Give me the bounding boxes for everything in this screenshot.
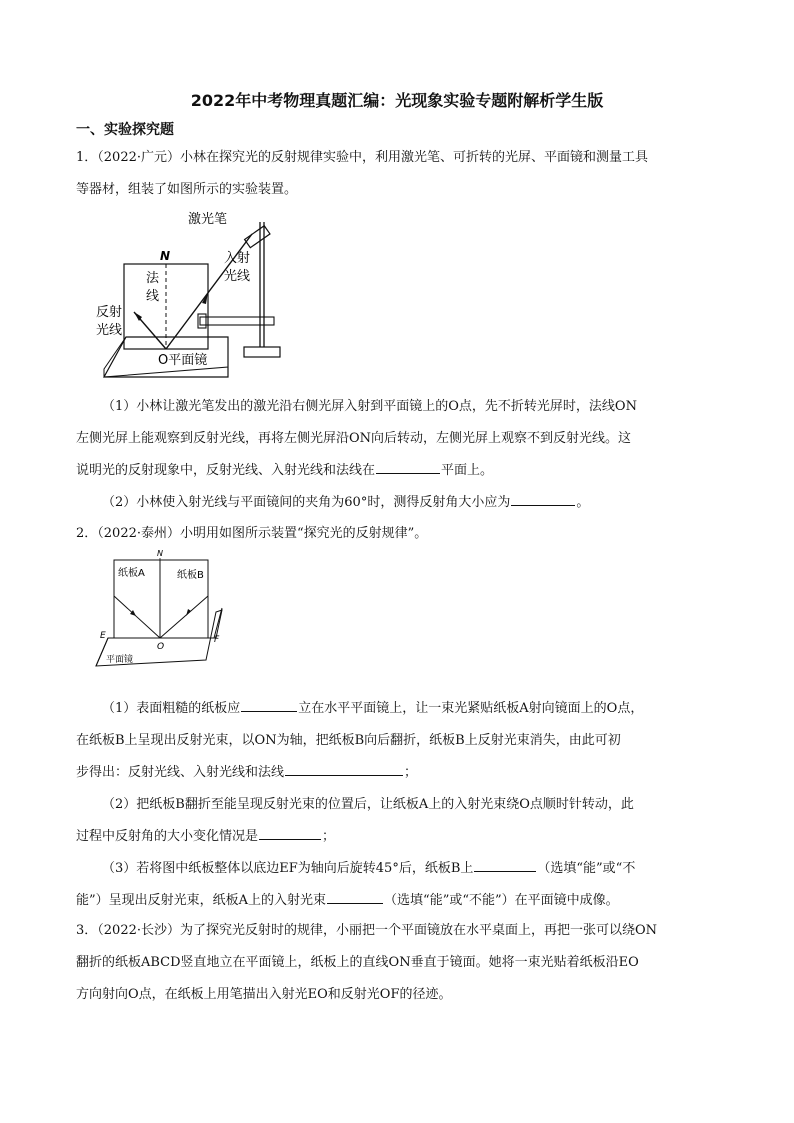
q1-label-laser: 激光笔 xyxy=(188,212,228,227)
q2-label-n: N xyxy=(157,549,163,558)
q1-part2-line: （2）小林使入射光线与平面镜间的夹角为60°时，测得反射角大小应为 。 xyxy=(102,491,752,510)
q1-label-incident-1: 入射 xyxy=(224,251,251,266)
q2-label-f: F xyxy=(214,635,220,645)
q2-answer-blank-3[interactable] xyxy=(259,826,321,840)
q3-line-1: 3．（2022·长沙）为了探究光反射时的规律，小丽把一个平面镜放在水平桌面上，再把一张可以绕ON xyxy=(76,923,658,938)
page-title: 2022年中考物理真题汇编：光现象实验专题附解析学生版 xyxy=(190,91,604,110)
q2-part1-line-1: （1）表面粗糙的纸板应 立在水平平面镜上，让一束光紧贴纸板A射向镜面上的O点， xyxy=(102,697,752,716)
q2-answer-blank-4[interactable] xyxy=(474,858,536,872)
q2-answer-blank-5[interactable] xyxy=(327,890,383,904)
q2-line-1: 2．（2022·泰州）小明用如图所示装置“探究光的反射规律”。 xyxy=(76,526,428,541)
q2-label-o: O xyxy=(157,642,165,652)
q2-part2-line-2: 过程中反射角的大小变化情况是 ； xyxy=(76,825,726,844)
q1-part1-line-2: 左侧光屏上能观察到反射光线，再将左侧光屏沿ON向后转动，左侧光屏上观察不到反射光线。这 xyxy=(76,431,632,446)
q1-answer-blank-1[interactable] xyxy=(376,460,440,474)
q2-label-board-b: 纸板B xyxy=(177,570,204,581)
q2-answer-blank-2[interactable] xyxy=(285,762,403,776)
q3-line-3: 方向射向O点，在纸板上用笔描出入射光EO和反射光OF的径迹。 xyxy=(76,987,452,1002)
q2-label-e: E xyxy=(100,631,106,641)
q1-line-2: 等器材，组装了如图所示的实验装置。 xyxy=(76,182,298,197)
q1-label-reflected-1: 反射 xyxy=(96,305,123,320)
q1-label-n: N xyxy=(160,249,171,263)
q2-part3-line-1: （3）若将图中纸板整体以底边EF为轴向后旋转45°后，纸板B上 （选填“能”或“不 xyxy=(102,857,752,876)
q1-figure xyxy=(96,204,296,382)
q1-label-incident-2: 光线 xyxy=(224,269,251,284)
q1-part1-line-1: （1）小林让激光笔发出的激光沿右侧光屏入射到平面镜上的O点，先不折转光屏时，法线ON xyxy=(102,399,637,414)
q2-part2-line-1: （2）把纸板B翻折至能呈现反射光束的位置后，让纸板A上的入射光束绕O点顺时针转动，此 xyxy=(102,797,634,812)
q1-label-mirror: O平面镜 xyxy=(158,353,208,368)
q2-part3-line-2: 能”）呈现出反射光束，纸板A上的入射光束 （选填“能”或“不能”）在平面镜中成像。 xyxy=(76,889,726,908)
q1-label-reflected-2: 光线 xyxy=(96,323,123,338)
q2-figure xyxy=(94,548,230,678)
q1-label-normal-1: 法 xyxy=(146,271,160,286)
q1-stand-base xyxy=(244,347,280,357)
q2-answer-blank-1[interactable] xyxy=(241,698,297,712)
q2-label-mirror: 平面镜 xyxy=(106,655,134,665)
q1-answer-blank-2[interactable] xyxy=(511,492,575,506)
q1-line-1: 1．（2022·广元）小林在探究光的反射规律实验中，利用激光笔、可折转的光屏、平面镜和测量工具 xyxy=(76,150,648,165)
section-heading: 一、实验探究题 xyxy=(76,122,174,138)
q1-laser-pen xyxy=(245,226,270,248)
q2-label-board-a: 纸板A xyxy=(118,568,145,579)
q2-part1-line-2: 在纸板B上呈现出反射光束，以ON为轴，把纸板B向后翻折，纸板B上反射光束消失，由此可初 xyxy=(76,733,621,748)
q1-label-normal-2: 线 xyxy=(146,289,160,304)
q1-part1-line-3: 说明光的反射现象中，反射光线、入射光线和法线在 平面上。 xyxy=(76,459,726,478)
q2-part1-line-3: 步得出：反射光线、入射光线和法线 ； xyxy=(76,761,726,780)
q3-line-2: 翻折的纸板ABCD竖直地立在平面镜上，纸板上的直线ON垂直于镜面。她将一束光贴着纸板沿EO xyxy=(76,955,639,970)
